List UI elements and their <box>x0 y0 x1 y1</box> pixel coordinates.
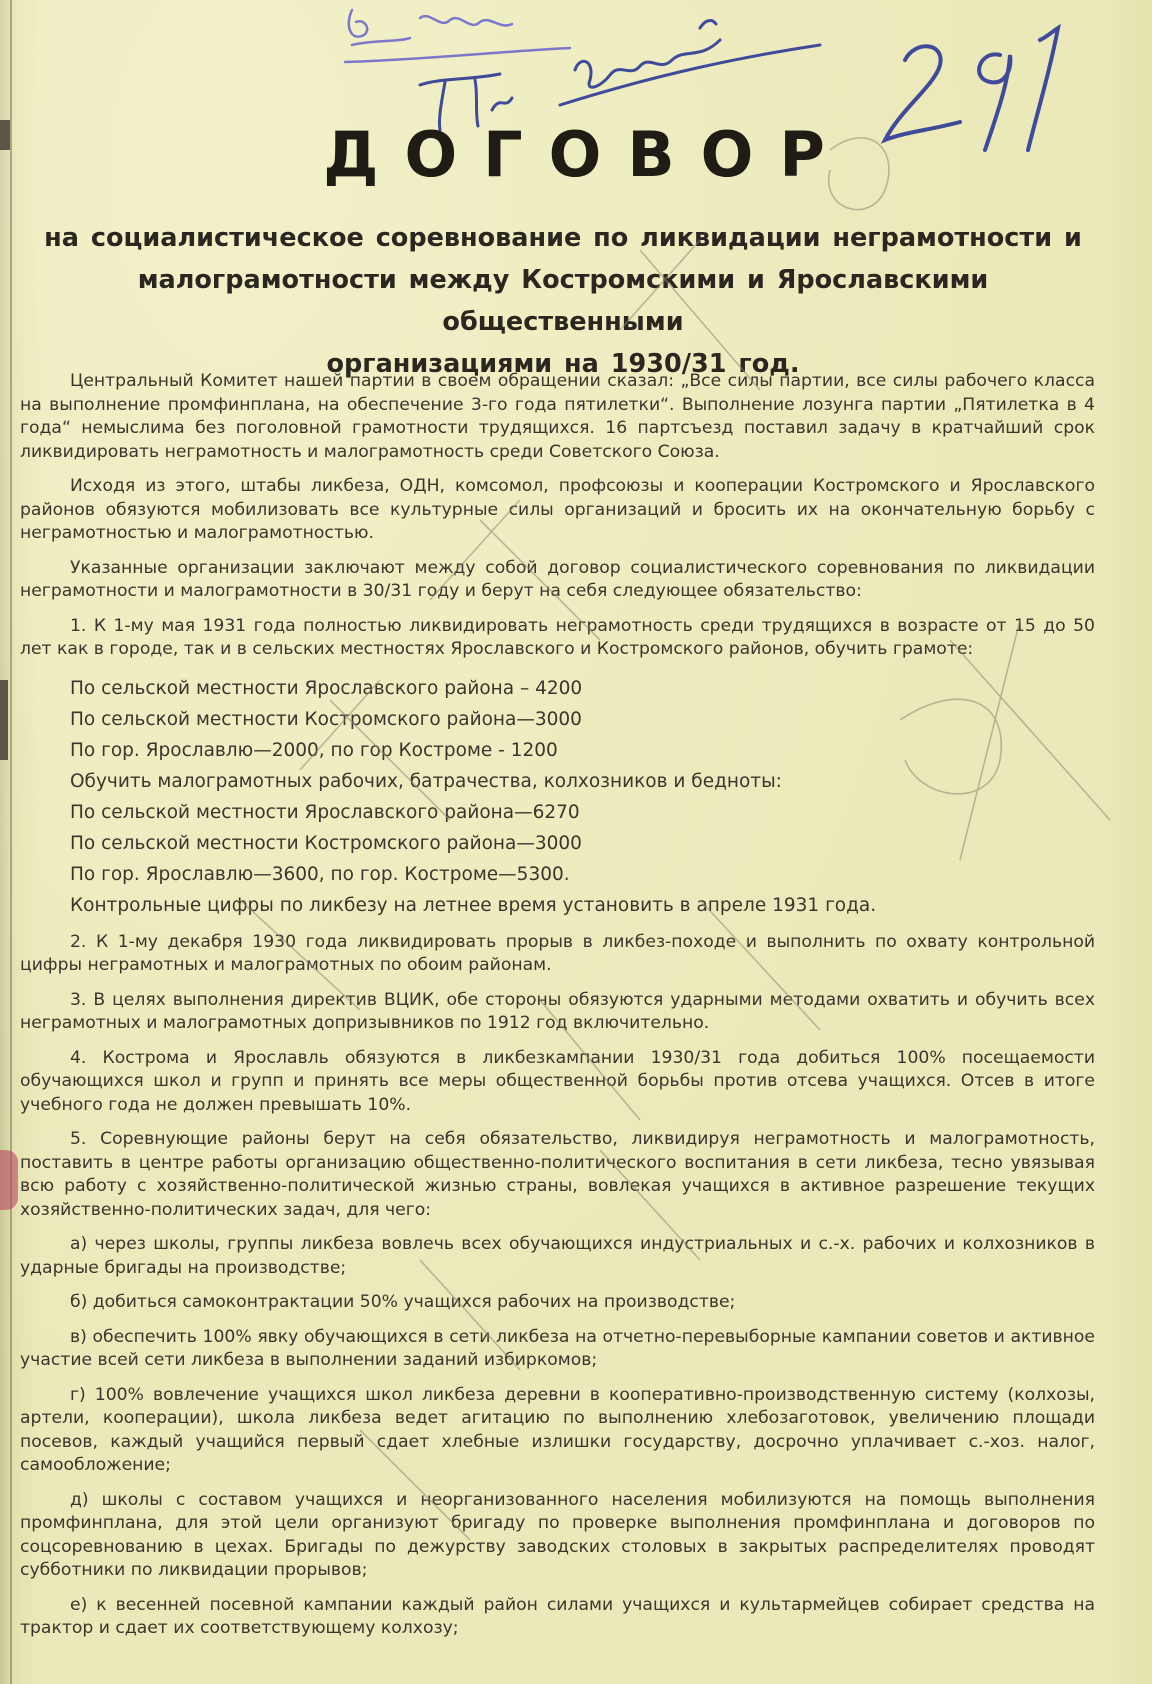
document-subtitle <box>14 217 1112 385</box>
intro-paragraph: Указанные организации заключают между собой договор социалистического соревнования по ликвидации неграмотности и малограмотности в 30/31 году и берут на себя следующее обязательство: <box>20 557 1095 601</box>
clause-3: 3. В целях выполнения директив ВЦИК, обе стороны обязуются ударными методами охватить и обучить всех неграмотных и малограмотных допризывников по 1912 год включительно. <box>20 989 1095 1033</box>
semiliterate-intro: Обучить малограмотных рабочих, батрачества, колхозников и бедноты: <box>70 770 782 792</box>
subclause-d: д) школы с составом учащихся и неорганизованного населения мобилизуются на помощь выполнения промфинплана, для этой цели организуют бригаду по проверке выполнения промфинплана и договоров по соцсоревнованию в цехах. Бригады по дежурству заводских столовых в закрытых распределителях проводят субботники по ликвидации прорывов; <box>20 1489 1095 1580</box>
subclause-v: в) обеспечить 100% явку обучающихся в сети ликбеза на отчетно-перевыборные кампании советов и активное участие всей сети ликбеза в выполнении заданий избиркомов; <box>20 1326 1095 1370</box>
target-line: По сельской местности Ярославского района – 4200 <box>70 677 583 699</box>
document-body <box>20 370 1095 1652</box>
clause-5: 5. Соревнующие районы берут на себя обязательство, ликвидируя неграмотность и малограмотность, поставить в центре работы организацию общественно-политического воспитания в сети ликбеза, тесно увязывая всю работу с хозяйственно-политической жизнью страны, вовлекая учащихся в активное разрешение текущих хозяйственно-политических задач, для чего: <box>20 1129 1095 1220</box>
subtitle-line: организациями на 1930/31 год. <box>326 349 800 379</box>
clause-2: 2. К 1-му декабря 1930 года ликвидировать прорыв в ликбез-походе и выполнить по охвату контрольной цифры неграмотных и малограмотных по обоим районам. <box>20 931 1095 975</box>
document-header <box>0 118 1152 385</box>
subclause-b: б) добиться самоконтрактации 50% учащихся рабочих на производстве; <box>70 1292 736 1312</box>
handwritten-signature <box>560 21 820 105</box>
clause-1: 1. К 1-му мая 1931 года полностью ликвидировать неграмотность среди трудящихся в возрасте от 15 до 50 лет как в городе, так и в сельских местностях Ярославского и Костромского районов, обучить грамоте: <box>20 615 1095 659</box>
illiterate-targets <box>70 673 1095 921</box>
intro-paragraph: Исходя из этого, штабы ликбеза, ОДН, комсомол, профсоюзы и кооперации Костромского и Ярославского районов обязуются мобилизовать все культурные силы организаций и бросить их на окончательную борьбу с неграмотностью и малограмотностью. <box>20 476 1095 543</box>
intro-paragraph: Центральный Комитет нашей партии в своем обращении сказал: „Все силы партии, все силы рабочего класса на выполнение промфинплана, на обеспечение 3-го года пятилетки“. Выполнение лозунга партии „Пятилетка в 4 года“ немыслима без поголовной грамотности трудящихся. 16 партсъезд поставил задачу в кратчайший срок ликвидировать неграмотность и малограмотность среди Советского Союза. <box>20 371 1095 462</box>
target-line: По гор. Ярославлю—2000, по гор Костроме - 1200 <box>70 739 558 761</box>
target-line: По сельской местности Костромского района—3000 <box>70 708 582 730</box>
target-line: По гор. Ярославлю—3600, по гор. Костроме—5300. <box>70 863 570 885</box>
subclause-e: е) к весенней посевной кампании каждый район силами учащихся и культармейцев собирает средства на трактор и сдает их соответствующему колхозу; <box>20 1594 1095 1638</box>
subtitle-line: на социалистическое соревнование по ликвидации неграмотности и <box>44 223 1082 253</box>
document-title: ДОГОВОР <box>323 118 851 191</box>
subclause-a: а) через школы, группы ликбеза вовлечь всех обучающихся индустриальных и с.-х. рабочих и колхозников в ударные бригады на производстве; <box>20 1234 1095 1278</box>
subtitle-line: малограмотности между Костромскими и Ярославскими общественными <box>137 265 989 337</box>
handwritten-note <box>345 10 570 62</box>
ink-stain <box>0 1150 18 1210</box>
target-line: По сельской местности Ярославского района—6270 <box>70 801 580 823</box>
control-figures: Контрольные цифры по ликбезу на летнее время установить в апреле 1931 года. <box>70 894 877 916</box>
margin-mark <box>0 680 8 760</box>
subclause-g: г) 100% вовлечение учащихся школ ликбеза деревни в кооперативно-производственную систему (колхозы, артели, кооперации), школа ликбеза ведет агитацию по выполнению хлебозаготовок, увеличению площади посевов, каждый учащийся первый сдает хлебные излишки государству, досрочно уплачивает с.-хоз. налог, самообложение; <box>20 1384 1095 1475</box>
target-line: По сельской местности Костромского района—3000 <box>70 832 582 854</box>
clause-4: 4. Кострома и Ярославль обязуются в ликбезкампании 1930/31 года добиться 100% посещаемости обучающихся школ и групп и принять все меры общественной борьбы против отсева учащихся. Отсев в итоге учебного года не должен превышать 10%. <box>20 1047 1095 1115</box>
